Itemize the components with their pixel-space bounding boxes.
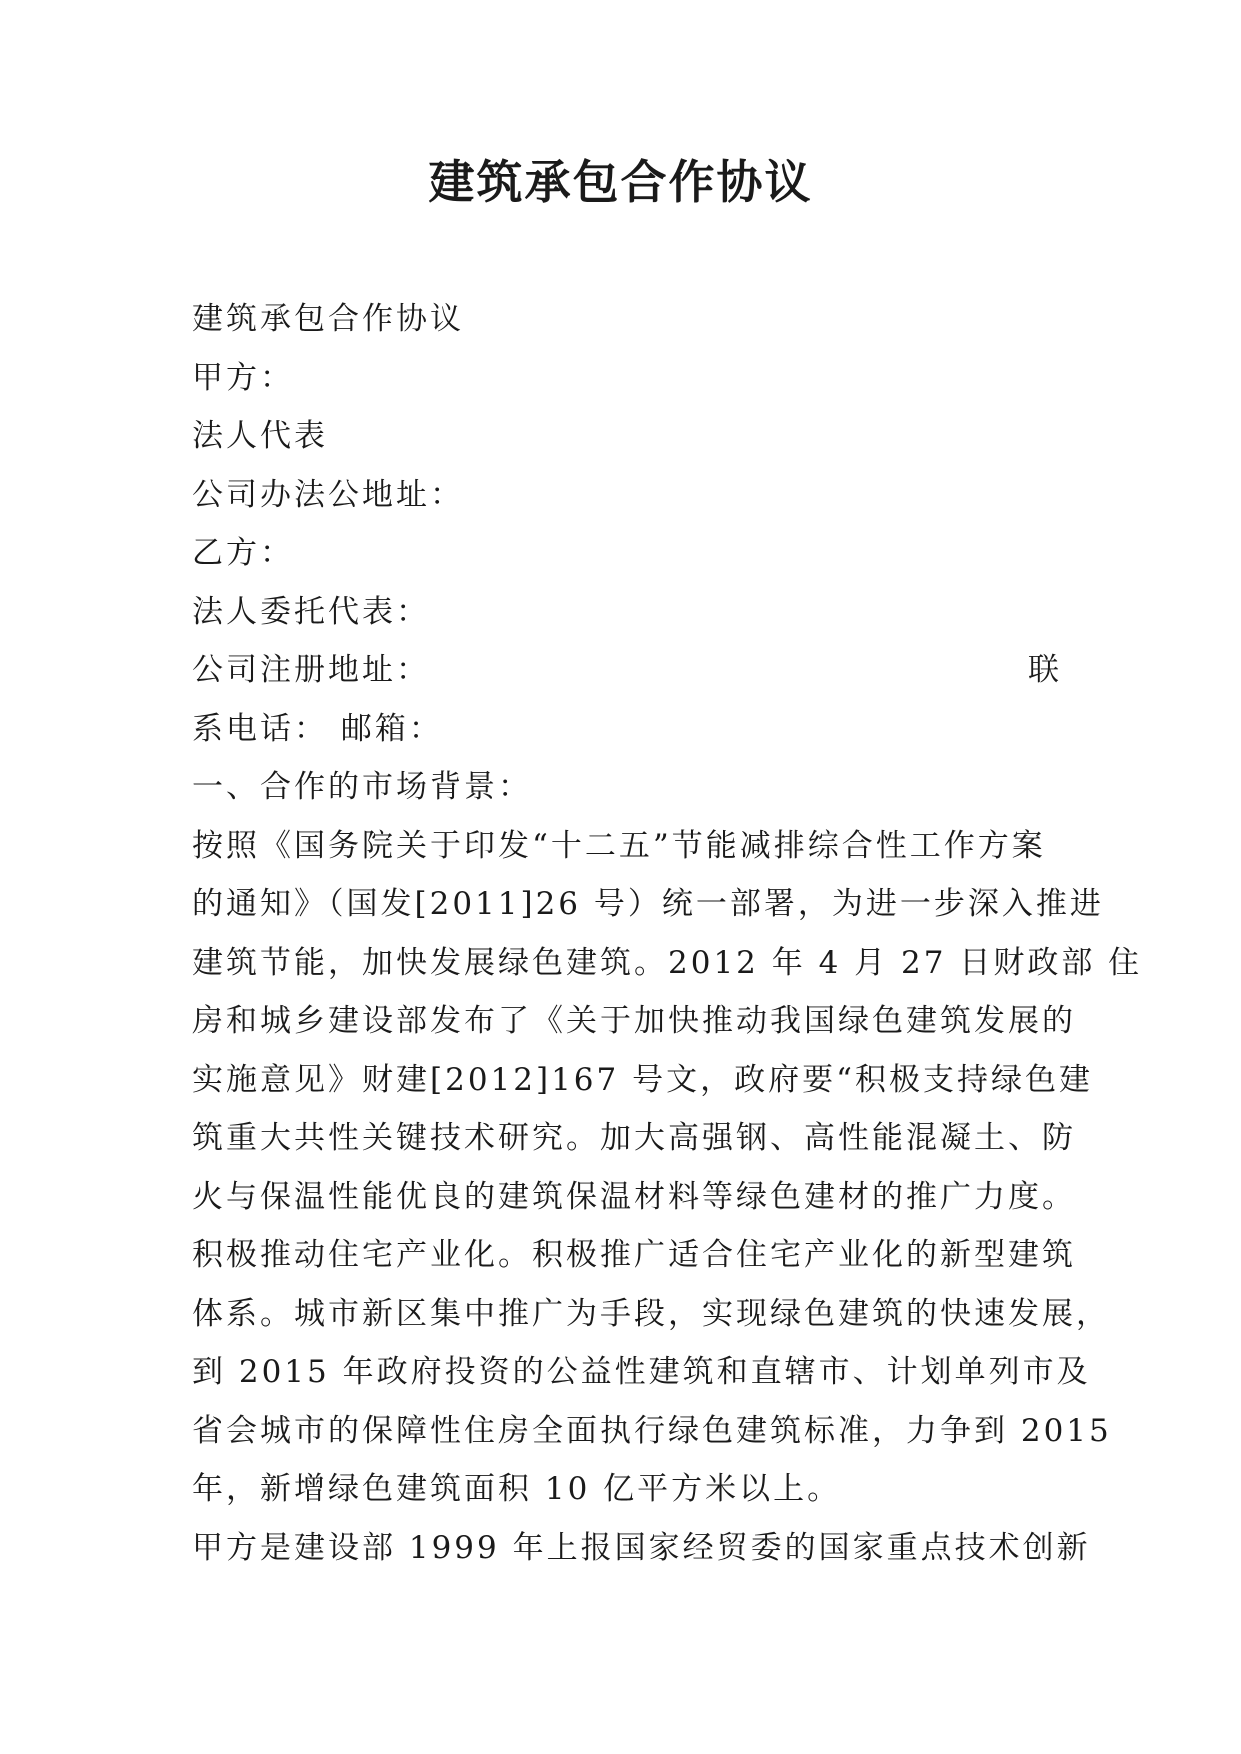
document-title: 建筑承包合作协议 <box>428 155 813 209</box>
paragraph-line: 体系。城市新区集中推广为手段，实现绿色建筑的快速发展， <box>192 1295 1110 1332</box>
paragraph-line: 省会城市的保障性住房全面执行绿色建筑标准，力争到 2015 <box>192 1412 1112 1449</box>
legal-rep-line: 法人代表 <box>192 418 328 454</box>
section-heading: 一、合作的市场背景： <box>192 769 532 805</box>
paragraph-line: 按照《国务院关于印发“十二五”节能减排综合性工作方案 <box>192 827 1046 864</box>
party-b-line: 乙方： <box>192 535 294 571</box>
party-a-line: 甲方： <box>192 359 294 396</box>
office-address-line: 公司办法公地址： <box>192 476 464 513</box>
contact-fragment: 联 <box>1028 652 1062 688</box>
paragraph-line: 积极推动住宅产业化。积极推广适合住宅产业化的新型建筑 <box>192 1237 1076 1273</box>
paragraph-line: 年，新增绿色建筑面积 10 亿平方米以上。 <box>192 1471 842 1507</box>
paragraph-line: 筑重大共性关键技术研究。加大高强钢、高性能混凝土、防 <box>192 1120 1076 1156</box>
paragraph-line: 房和城乡建设部发布了《关于加快推动我国绿色建筑发展的 <box>192 1003 1076 1039</box>
paragraph-line: 火与保温性能优良的建筑保温材料等绿色建材的推广力度。 <box>192 1178 1076 1215</box>
subtitle-line: 建筑承包合作协议 <box>192 301 464 337</box>
document-body <box>192 290 1143 1577</box>
paragraph-line: 建筑节能，加快发展绿色建筑。2012 年 4 月 27 日财政部 住 <box>192 944 1143 981</box>
registered-address-label: 公司注册地址： <box>192 652 430 688</box>
paragraph-line: 到 2015 年政府投资的公益性建筑和直辖市、计划单列市及 <box>192 1354 1091 1390</box>
paragraph-line: 的通知》（国发[2011]26 号）统一部署，为进一步深入推进 <box>192 886 1104 922</box>
entrusted-rep-line: 法人委托代表： <box>192 593 430 630</box>
contact-line: 系电话： 邮箱： <box>192 710 443 747</box>
paragraph-line: 实施意见》财建[2012]167 号文，政府要“积极支持绿色建 <box>192 1061 1093 1098</box>
paragraph-line: 甲方是建设部 1999 年上报国家经贸委的国家重点技术创新 <box>192 1529 1091 1566</box>
registered-address-line <box>192 641 1062 700</box>
